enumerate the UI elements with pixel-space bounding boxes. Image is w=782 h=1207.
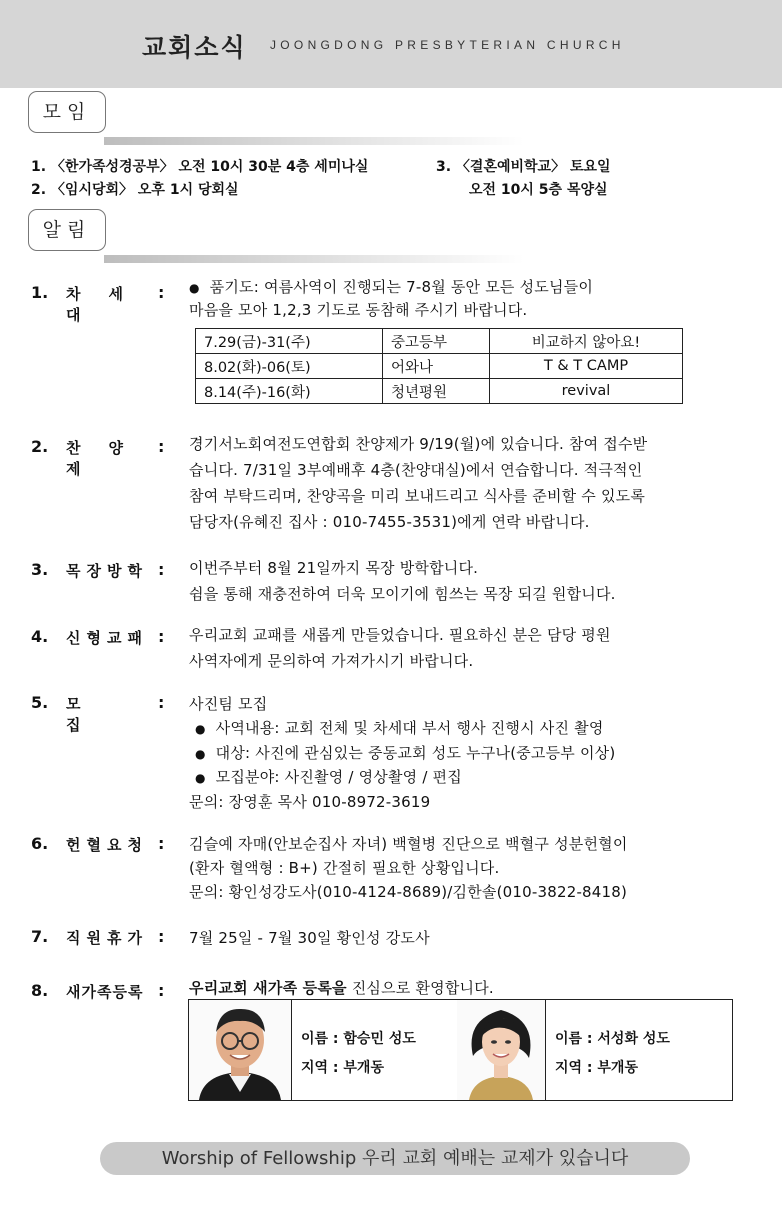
item-label-text: 헌혈요청 (66, 836, 148, 854)
item-label-text: 목장방학 (66, 562, 148, 580)
item-colon: : (158, 834, 165, 853)
item-number: 5. (31, 693, 49, 712)
item-label-text: 모집 (66, 695, 141, 734)
item-label-cell-break (66, 560, 170, 581)
item-text-line: 습니다. 7/31일 3부예배후 4층(찬양대실)에서 연습합니다. 적극적인 (189, 461, 643, 479)
new-family-region: 지역 : 부개동 (555, 1060, 638, 1076)
camp-schedule-table (195, 328, 683, 404)
avatar-man-icon (189, 1000, 291, 1100)
table-cell: 중고등부 (383, 329, 490, 354)
item-text: 대상: 사진에 관심있는 중동교회 성도 누구나(중고등부 이상) (215, 744, 616, 762)
item-text-line: 7월 25일 - 7월 30일 황인성 강도사 (189, 929, 430, 947)
table-row (196, 329, 683, 354)
item-text-line: 문의: 황인성강도사(010-4124-8689)/김한솔(010-3822-8418) (189, 883, 628, 901)
table-row (196, 379, 683, 404)
item-text-line: 마음을 모아 1,2,3 기도로 동참해 주시기 바랍니다. (189, 301, 528, 319)
new-family-name: 이름 : 서성화 성도 (555, 1031, 670, 1047)
announcements-divider (104, 255, 524, 263)
bullet-icon: ● (195, 771, 206, 785)
item-colon: : (158, 283, 165, 302)
item-label-text: 차세대 (66, 285, 151, 324)
item-text: 진심으로 환영합니다. (346, 979, 494, 997)
item-number: 7. (31, 927, 49, 946)
item-number: 6. (31, 834, 49, 853)
item-number: 4. (31, 627, 49, 646)
table-cell: 8.02(화)-06(토) (196, 354, 383, 379)
item-colon: : (158, 627, 165, 646)
item-text-bold: 우리교회 새가족 등록을 (189, 979, 347, 997)
footer-banner: Worship of Fellowship 우리 교회 예배는 교제가 있습니다 (100, 1142, 690, 1175)
item-number: 3. (31, 560, 49, 579)
meeting-item: 3. 〈결혼예비학교〉 토요일 (436, 159, 611, 175)
item-text-line: 담당자(유혜진 집사 : 010-7455-3531)에게 연락 바랍니다. (189, 513, 590, 531)
table-cell: T & T CAMP (490, 354, 683, 379)
table-cell: revival (490, 379, 683, 404)
item-label-praise-festival (66, 437, 170, 479)
table-cell: 어와나 (383, 354, 490, 379)
meeting-item: 오전 10시 5층 목양실 (469, 182, 608, 198)
item-text: 사역내용: 교회 전체 및 차세대 부서 행사 진행시 사진 촬영 (215, 719, 604, 737)
item-text: 품기도: 여름사역이 진행되는 7-8월 동안 모든 성도님들이 (209, 278, 594, 296)
item-label-next-gen (66, 283, 170, 325)
item-colon: : (158, 693, 165, 712)
avatar (457, 1000, 546, 1100)
item-label-church-plate (66, 627, 170, 648)
bullet-icon: ● (195, 722, 206, 736)
item-text-line: (환자 혈액형 : B+) 간절히 필요한 상황입니다. (189, 859, 500, 877)
item-text-line: 김슬예 자매(안보순집사 자녀) 백혈병 진단으로 백혈구 성분헌혈이 (189, 835, 628, 853)
table-cell: 비교하지 않아요! (490, 329, 683, 354)
item-text-line (195, 742, 615, 763)
item-text-line: 우리교회 교패를 새롭게 만들었습니다. 필요하신 분은 담당 평원 (189, 626, 611, 644)
new-family-region: 지역 : 부개동 (301, 1060, 384, 1076)
item-text-line (195, 766, 462, 787)
avatar (189, 1000, 292, 1100)
item-label-recruit (66, 693, 170, 735)
meetings-label: 모임 (28, 91, 106, 133)
item-text-line: 문의: 장영훈 목사 010-8972-3619 (189, 793, 431, 811)
item-text-line: 쉼을 통해 재충전하여 더욱 모이기에 힘쓰는 목장 되길 원합니다. (189, 585, 616, 603)
item-colon: : (158, 560, 165, 579)
item-text-line: 사진팀 모집 (189, 695, 268, 713)
item-label-staff-vacation (66, 927, 170, 948)
item-text-line: 사역자에게 문의하여 가져가시기 바랍니다. (189, 652, 474, 670)
meeting-item: 1. 〈한가족성경공부〉 오전 10시 30분 4층 세미나실 (31, 159, 369, 175)
table-cell: 청년평원 (383, 379, 490, 404)
item-text-line (189, 276, 593, 297)
new-family-name: 이름 : 함승민 성도 (301, 1031, 416, 1047)
new-family-card (457, 1000, 732, 1100)
item-label-text: 새가족등록 (66, 983, 144, 1001)
page-header (0, 0, 782, 88)
item-colon: : (158, 437, 165, 456)
item-number: 1. (31, 283, 49, 302)
item-text-line (189, 977, 494, 998)
item-colon: : (158, 981, 165, 1000)
meetings-divider (104, 137, 524, 145)
table-row (196, 354, 683, 379)
item-text-line: 경기서노회여전도연합회 찬양제가 9/19(월)에 있습니다. 참여 접수받 (189, 435, 648, 453)
item-label-text: 신형교패 (66, 629, 148, 647)
table-cell: 8.14(주)-16(화) (196, 379, 383, 404)
announcements-label: 알림 (28, 209, 106, 251)
avatar-woman-icon (457, 1000, 545, 1100)
item-label-text: 찬양제 (66, 439, 151, 478)
table-cell: 7.29(금)-31(주) (196, 329, 383, 354)
item-number: 8. (31, 981, 49, 1000)
item-text-line: 이번주부터 8월 21일까지 목장 방학합니다. (189, 559, 479, 577)
item-text: 모집분야: 사진촬영 / 영상촬영 / 편집 (215, 768, 462, 786)
item-colon: : (158, 927, 165, 946)
item-label-new-family (66, 981, 170, 1002)
item-label-text: 직원휴가 (66, 929, 148, 947)
item-number: 2. (31, 437, 49, 456)
bullet-icon: ● (189, 281, 200, 295)
meeting-item: 2. 〈임시당회〉 오후 1시 당회실 (31, 182, 239, 198)
new-family-box (188, 999, 733, 1101)
new-family-card (189, 1000, 458, 1100)
header-subtitle: JOONGDONG PRESBYTERIAN CHURCH (270, 38, 625, 52)
item-label-blood-donation (66, 834, 170, 855)
header-title: 교회소식 (142, 33, 247, 62)
bullet-icon: ● (195, 747, 206, 761)
item-text-line (195, 717, 604, 738)
item-text-line: 참여 부탁드리며, 찬양곡을 미리 보내드리고 식사를 준비할 수 있도록 (189, 487, 646, 505)
